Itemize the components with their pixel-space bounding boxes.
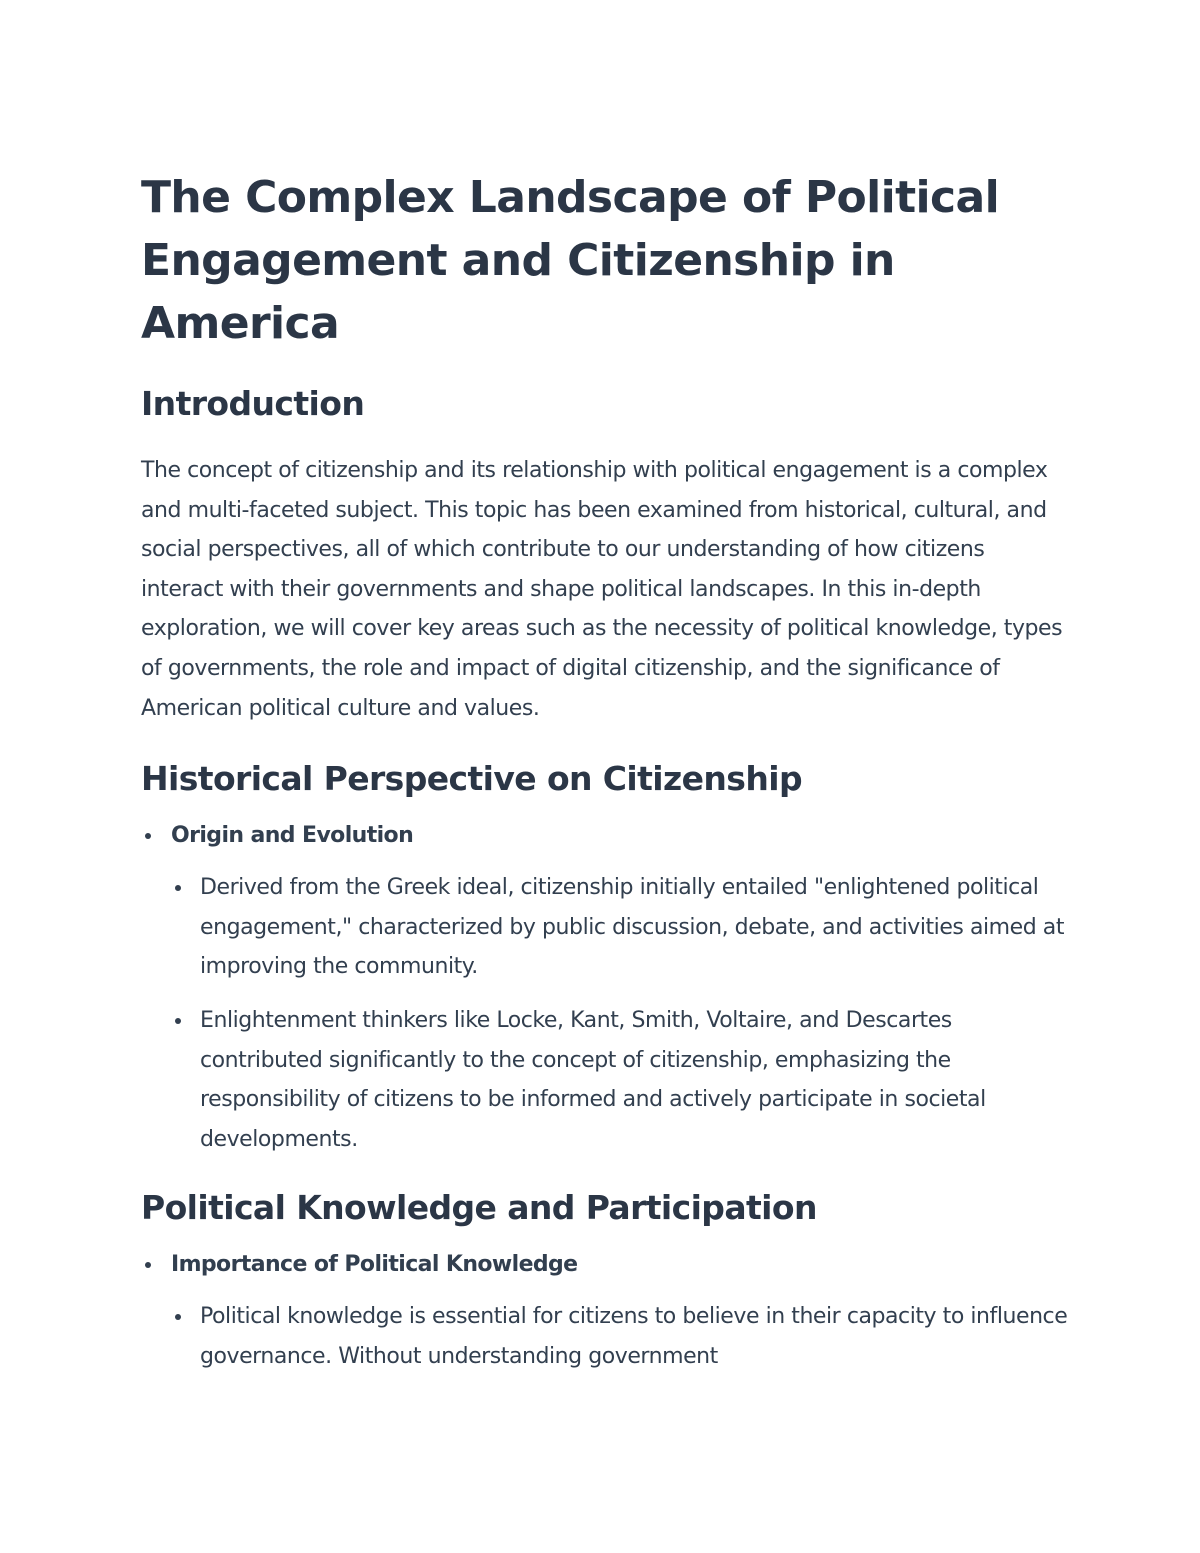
- list-item-text: Political knowledge is essential for citizens to believe in their capacity to influence governance. Without understanding government: [200, 1304, 1068, 1369]
- list-item: [171, 1001, 1071, 1159]
- sub-bullet-list: [141, 1297, 1071, 1376]
- list-item: [171, 1297, 1071, 1376]
- list-item-text: Enlightenment thinkers like Locke, Kant, Smith, Voltaire, and Descartes contributed significantly to the concept of citizenship, emphasizing the responsibility of citizens to be informed and actively participate in societal developments.: [200, 1007, 986, 1152]
- bullet-icon: [175, 1018, 181, 1024]
- list-item: [141, 1247, 1071, 1376]
- document-page: [141, 166, 1071, 1391]
- bullet-icon: [145, 1262, 151, 1268]
- bullet-icon: [175, 1314, 181, 1320]
- list-item: [171, 868, 1071, 987]
- section-heading-historical-perspective: Historical Perspective on Citizenship: [141, 759, 802, 799]
- bullet-heading-row: [141, 818, 1071, 854]
- bullet-icon: [145, 833, 151, 839]
- introduction-paragraph: The concept of citizenship and its relationship with political engagement is a complex and multi-faceted subject. This topic has been examined from historical, cultural, and social perspectives, all of which contribute to our understanding of how citizens interact with their governments and shape political landscapes. In this in-depth exploration, we will cover key areas such as the necessity of political knowledge, types of governments, the role and impact of digital citizenship, and the significance of American political culture and values.: [141, 458, 1063, 721]
- list-item-text: Derived from the Greek ideal, citizenship initially entailed "enlightened political engagement," characterized by public discussion, debate, and activities aimed at improving the community.: [200, 875, 1065, 980]
- bullet-list: [141, 1247, 1071, 1376]
- bullet-list: [141, 818, 1071, 1159]
- bullet-heading: Origin and Evolution: [171, 823, 414, 849]
- list-item: [141, 818, 1071, 1159]
- section-heading-introduction: Introduction: [141, 384, 365, 423]
- bullet-heading: Importance of Political Knowledge: [171, 1252, 578, 1278]
- document-title: The Complex Landscape of Political Engagement and Citizenship in America: [141, 172, 1000, 349]
- section-heading-political-knowledge: Political Knowledge and Participation: [141, 1188, 817, 1228]
- sub-bullet-list: [141, 868, 1071, 1159]
- bullet-icon: [175, 885, 181, 891]
- bullet-heading-row: [141, 1247, 1071, 1283]
